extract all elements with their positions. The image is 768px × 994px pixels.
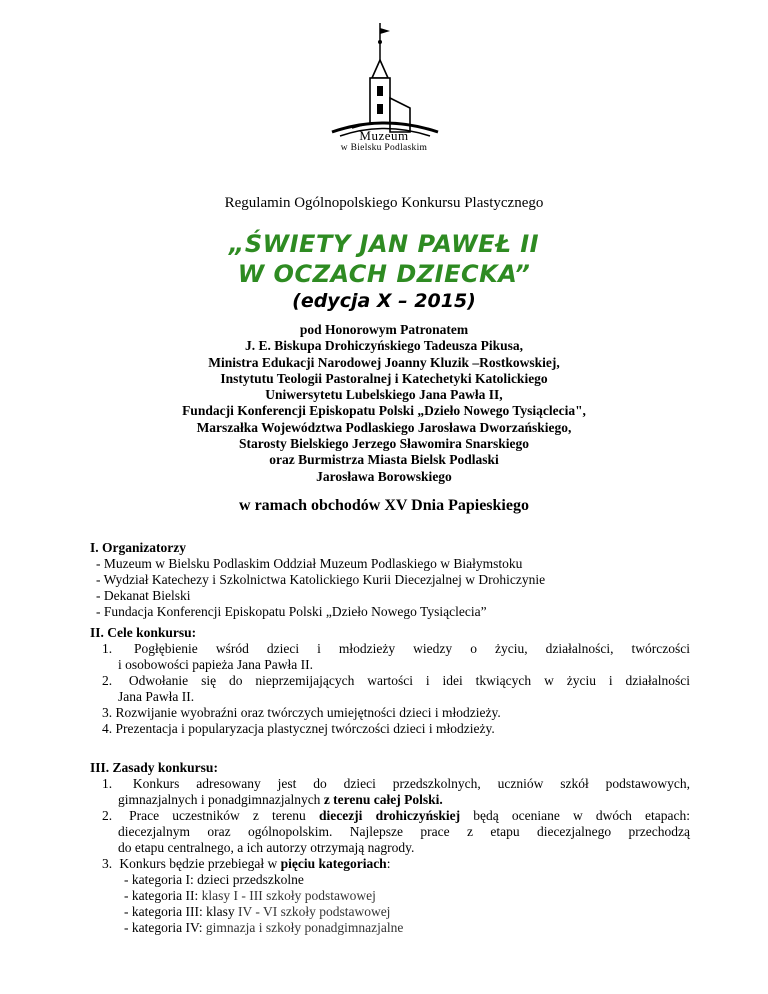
category-value: klasy I - III szkoły podstawowej xyxy=(201,888,376,903)
patronage-line: oraz Burmistrza Miasta Bielsk Podlaski xyxy=(269,452,499,468)
list-item xyxy=(90,776,690,792)
category-item xyxy=(90,904,690,920)
list-item: - Dekanat Bielski xyxy=(96,588,191,603)
category-item: - kategoria I: dzieci przedszkolne xyxy=(124,872,304,887)
list-item xyxy=(90,673,690,689)
item-number: 2. xyxy=(102,808,113,823)
list-item: - Fundacja Konferencji Episkopatu Polski „Dzieło Nowego Tysiąclecia” xyxy=(96,604,487,619)
patronage-line: Uniwersytetu Lubelskiego Jana Pawła II, xyxy=(265,387,503,403)
list-item xyxy=(90,808,690,824)
category-label: - kategoria III: klasy xyxy=(124,904,238,919)
item-text: będą oceniane w dwóch etapach: xyxy=(460,808,691,823)
item-number: 1. xyxy=(102,776,113,791)
category-item xyxy=(90,920,690,936)
item-text: Konkurs adresowany jest do dzieci przedszkolnych, uczniów szkół podstawowych, xyxy=(132,776,690,791)
category-label: - kategoria II: xyxy=(124,888,202,903)
contest-title-line2: W OCZACH DZIECKA” xyxy=(237,260,531,288)
list-item: 4. Prezentacja i popularyzacja plastycznej twórczości dzieci i młodzieży. xyxy=(102,721,495,736)
list-item-continuation: Jana Pawła II. xyxy=(118,689,195,704)
patronage-line: pod Honorowym Patronatem xyxy=(299,322,469,337)
occasion-heading: w ramach obchodów XV Dnia Papieskiego xyxy=(239,497,529,514)
list-item xyxy=(90,856,690,872)
item-text: gimnazjalnych i ponadgimnazjalnych xyxy=(118,792,324,807)
patronage-line: J. E. Biskupa Drohiczyńskiego Tadeusza Pikusa, xyxy=(244,338,524,354)
regulation-heading: Regulamin Ogólnopolskiego Konkursu Plastycznego xyxy=(224,195,544,211)
item-number: 3. xyxy=(102,856,113,871)
item-number: 2. xyxy=(102,673,113,688)
list-item: 3. Rozwijanie wyobraźni oraz twórczych umiejętności dzieci i młodzieży. xyxy=(102,705,501,720)
list-item-continuation: diecezjalnym oraz ogólnopolskim. Najlepsze prace z etapu diecezjalnego przechodzą xyxy=(118,824,690,839)
section-organizers xyxy=(90,540,690,620)
item-emphasis: pięciu kategoriach xyxy=(280,856,387,871)
patronage-line: Starosty Bielskiego Jerzego Sławomira Snarskiego xyxy=(239,436,529,452)
section-rules xyxy=(90,760,690,936)
section-heading: II. Cele konkursu: xyxy=(90,625,197,640)
category-item xyxy=(90,888,690,904)
logo-subtitle: w Bielsku Podlaskim xyxy=(340,143,428,153)
category-label: - kategoria IV: xyxy=(124,920,206,935)
logo-title: Muzeum xyxy=(359,128,409,143)
item-number: 1. xyxy=(102,641,113,656)
section-heading: III. Zasady konkursu: xyxy=(90,760,218,775)
list-item: - Wydział Katechezy i Szkolnictwa Katolickiego Kurii Diecezjalnej w Drohiczynie xyxy=(96,572,546,587)
contest-title-line1: „ŚWIETY JAN PAWEŁ II xyxy=(228,230,540,258)
list-item xyxy=(90,641,690,657)
section-heading: I. Organizatorzy xyxy=(90,540,186,555)
patronage-line: Instytutu Teologii Pastoralnej i Katechetyki Katolickiego xyxy=(220,370,548,386)
category-value: IV - VI szkoły podstawowej xyxy=(237,904,391,919)
patronage-line: Jarosława Borowskiego xyxy=(316,468,452,484)
list-item: - Muzeum w Bielsku Podlaskim Oddział Muzeum Podlaskiego w Białymstoku xyxy=(96,556,523,571)
patronage-line: Ministra Edukacji Narodowej Joanny Kluzik –Rostkowskiej, xyxy=(208,354,560,370)
list-item-continuation: do etapu centralnego, a ich autorzy otrzymają nagrody. xyxy=(118,840,415,855)
patronage-line: Marszałka Województwa Podlaskiego Jarosława Dworzańskiego, xyxy=(196,419,572,435)
list-item-continuation: i osobowości papieża Jana Pawła II. xyxy=(118,657,313,672)
section-goals xyxy=(90,625,690,737)
list-item-continuation xyxy=(90,792,690,808)
edition-label: (edycja X – 2015) xyxy=(292,290,476,312)
patronage-line: Fundacji Konferencji Episkopatu Polski „Dzieło Nowego Tysiąclecia", xyxy=(182,403,586,419)
item-text: Pogłębienie wśród dzieci i młodzieży wiedzy o życiu, działalności, twórczości xyxy=(134,641,691,656)
item-emphasis: z terenu całej Polski. xyxy=(323,792,443,807)
item-emphasis: diecezji drohiczyńskiej xyxy=(318,808,461,823)
item-text: : xyxy=(386,856,391,871)
item-text: Konkurs będzie przebiegał w xyxy=(119,856,281,871)
item-text: Odwołanie się do nieprzemijających wartości i idei tkwiących w życiu i działalności xyxy=(128,673,691,688)
category-value: gimnazja i szkoły ponadgimnazjalne xyxy=(205,920,404,935)
patronage-block xyxy=(0,322,768,485)
item-text: Prace uczestników z terenu xyxy=(129,808,319,823)
